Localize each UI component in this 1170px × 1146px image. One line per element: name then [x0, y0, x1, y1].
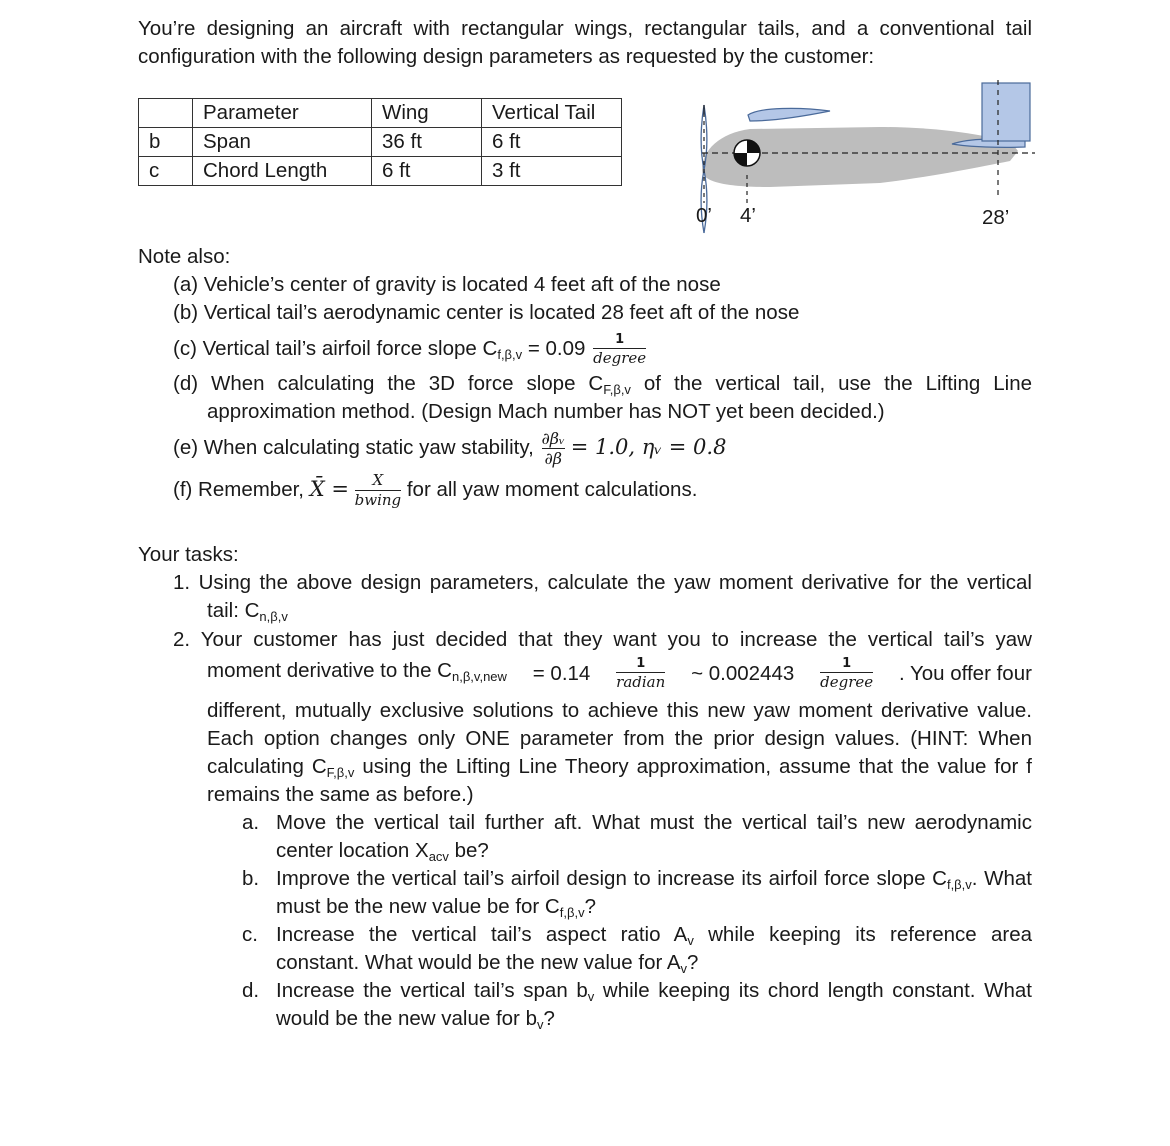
table-cell: 6 ft: [482, 128, 622, 157]
note-d-line-2: approximation method. (Design Mach number has NOT yet been decided.): [207, 400, 885, 423]
table-row: [139, 128, 622, 157]
subtask-b-line-1: Improve the vertical tail’s airfoil design to increase its airfoil force slope $C_{f,\beta,v}$. What: [276, 867, 1032, 892]
subtask-d-label: d.: [242, 979, 260, 1002]
note-b: (b) Vertical tail’s aerodynamic center is located 28 feet aft of the nose: [173, 301, 800, 324]
table-header-row: [139, 99, 622, 128]
table-cell: 6 ft: [372, 157, 482, 186]
cg-symbol: [734, 140, 760, 166]
note-e: [173, 430, 726, 467]
subtask-a-line-1: Move the vertical tail further aft. What must the vertical tail’s new aerodynamic: [276, 811, 1032, 834]
note-c-text: (c) Vertical tail’s airfoil force slope C: [173, 336, 498, 360]
table-cell: Chord Length: [193, 157, 372, 186]
subtask-b-line-2: must be the new value be for $C_{f,\beta,v}$?: [276, 895, 596, 920]
note-e-eq: = 1.0, ηᵥ = 0.8: [570, 434, 727, 459]
note-f-text: (f) Remember,: [173, 477, 304, 501]
subtask-c-line-1: Increase the vertical tail’s aspect ratio $A_v$ while keeping its reference area: [276, 923, 1032, 948]
table-header-cell: Parameter: [193, 99, 372, 128]
subtask-c-line-2: constant. What would be the new value for $A_v$?: [276, 951, 699, 976]
task-1-line-1: 1. Using the above design parameters, calculate the yaw moment derivative for the vertical: [173, 571, 1032, 594]
subtask-d-line-1: Increase the vertical tail’s span $b_v$ while keeping its chord length constant. What: [276, 979, 1032, 1004]
label-tail-ac-station: 28’: [982, 206, 1010, 229]
note-c-eq: = 0.09: [522, 336, 586, 360]
label-nose-station: 0’: [696, 204, 712, 227]
fraction-denominator: bwing: [354, 491, 402, 509]
task-2-line-2: moment derivative to the $C_{n,\beta,v,new}$ = 0.14 $\frac{1}{\text{radian}}$ ~ 0.002443 $\frac{1}{\text{degree}}$ . You offer four: [207, 656, 1032, 691]
table-header-cell: Wing: [372, 99, 482, 128]
wing-shape: [748, 108, 830, 121]
note-e-fraction: [542, 430, 565, 467]
table-cell: 3 ft: [482, 157, 622, 186]
note-c-fraction: [593, 332, 646, 367]
note-f-xbar: X̄ =: [309, 476, 349, 501]
note-e-text: (e) When calculating static yaw stability,: [173, 435, 534, 459]
fraction-numerator: ∂βᵥ: [541, 429, 565, 448]
subtask-c-label: c.: [242, 923, 258, 946]
table-cell: Span: [193, 128, 372, 157]
task-2-fraction-radian: $\frac{1}{\text{radian}}$: [616, 656, 666, 691]
subtask-a-label: a.: [242, 811, 260, 834]
note-f-tail: for all yaw moment calculations.: [406, 477, 698, 501]
fraction-denominator: degree: [593, 349, 647, 367]
tasks-heading: Your tasks:: [138, 543, 239, 566]
parameter-table: [138, 98, 622, 186]
table-row: [139, 157, 622, 186]
intro-line-1: You’re designing an aircraft with rectangular wings, rectangular tails, and a conventional tail: [138, 17, 1032, 40]
subtask-d-line-2: would be the new value for $b_v$?: [276, 1007, 555, 1032]
task-2-line-5: calculating $C_{F,\beta,v}$ using the Lifting Line Theory approximation, assume that the value for f: [207, 755, 1032, 780]
task-2-line-1: 2. Your customer has just decided that they want you to increase the vertical tail’s yaw: [173, 628, 1032, 651]
task-2-line-3: different, mutually exclusive solutions to achieve this new yaw moment derivative value.: [207, 699, 1032, 722]
fraction-numerator: 1: [615, 332, 625, 347]
notes-heading: Note also:: [138, 245, 231, 268]
label-cg-station: 4’: [740, 204, 756, 227]
fraction-numerator: X: [372, 471, 384, 489]
task-2-fraction-degree: $\frac{1}{\text{degree}}$: [820, 656, 874, 691]
table-header-cell: [139, 99, 193, 128]
vertical-tail-shape: [982, 83, 1030, 141]
note-c-sub: f,β,v: [497, 346, 523, 362]
note-f: [173, 472, 697, 509]
task-2-line-6: remains the same as before.): [207, 783, 474, 806]
table-header-cell: Vertical Tail: [482, 99, 622, 128]
task-2-line-4: Each option changes only ONE parameter from the prior design values. (HINT: When: [207, 727, 1032, 750]
note-a: (a) Vehicle’s center of gravity is located 4 feet aft of the nose: [173, 273, 721, 296]
note-f-fraction: [355, 472, 402, 509]
subtask-a-line-2: center location $X_{acv}$ be?: [276, 839, 489, 864]
table-cell: b: [139, 128, 193, 157]
intro-line-2: configuration with the following design parameters as requested by the customer:: [138, 45, 875, 68]
task-1-line-2: tail: $C_{n,\beta,v}$: [207, 599, 288, 624]
note-d-line-1: (d) When calculating the 3D force slope $C_{F,\beta,v}$ of the vertical tail, use the Lifting Line: [173, 372, 1032, 397]
table-cell: c: [139, 157, 193, 186]
note-c: [173, 332, 646, 369]
subtask-b-label: b.: [242, 867, 260, 890]
fraction-denominator: ∂β: [544, 449, 562, 468]
table-cell: 36 ft: [372, 128, 482, 157]
